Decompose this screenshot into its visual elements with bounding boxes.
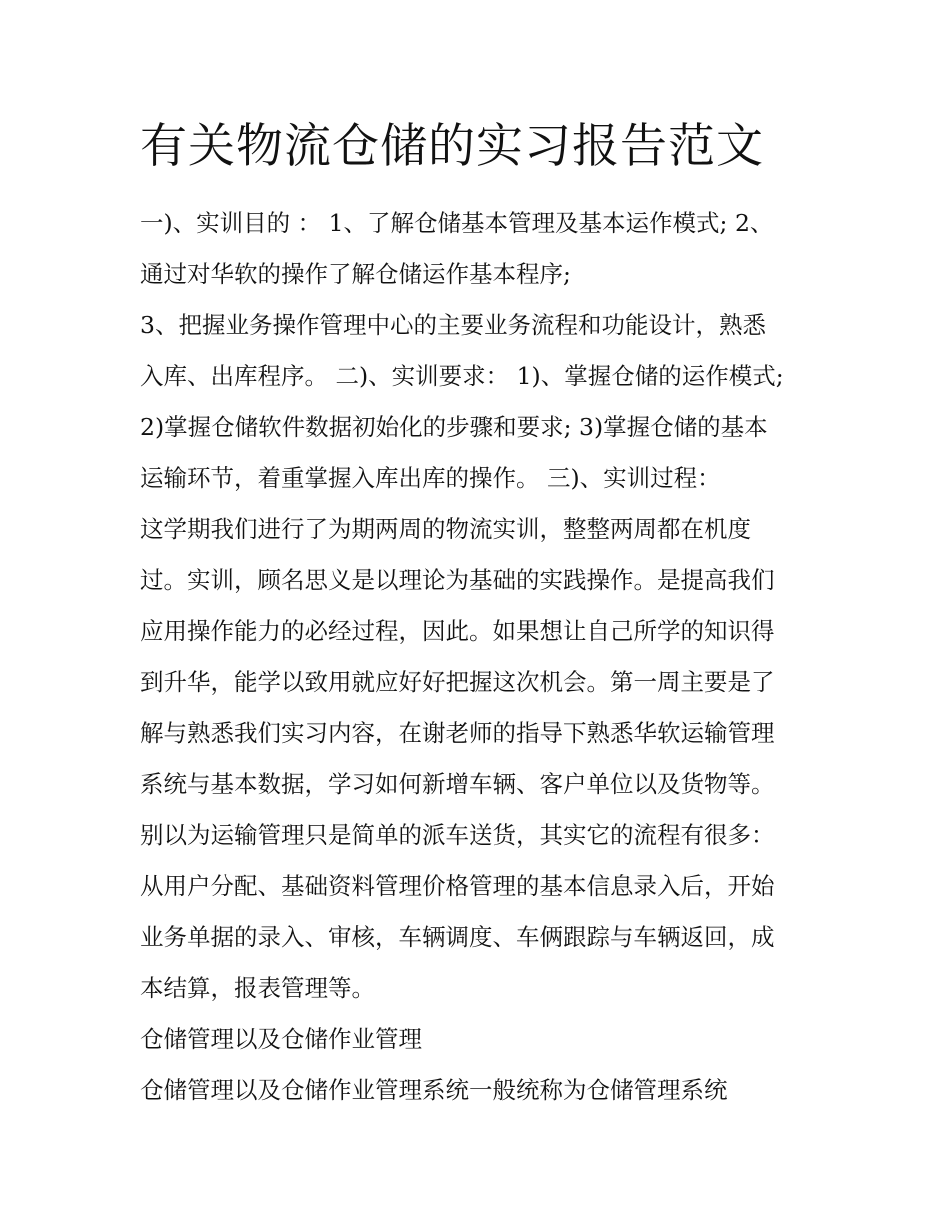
body-line: 到升华，能学以致用就应好好把握这次机会。第一周主要是了 [140, 668, 775, 696]
body-line: 2)掌握仓储软件数据初始化的步骤和要求; 3)掌握仓储的基本 [140, 413, 768, 441]
body-line: 运输环节，着重掌握入库出库的操作。 三)、实训过程： [140, 464, 721, 492]
document-body [140, 198, 830, 1116]
body-line: 应用操作能力的必经过程，因此。如果想让自己所学的知识得 [140, 617, 775, 645]
body-line: 解与熟悉我们实习内容，在谢老师的指导下熟悉华软运输管理 [140, 719, 775, 747]
body-line: 一)、实训目的 ： 1、了解仓储基本管理及基本运作模式; 2、 [140, 209, 774, 237]
document-title: 有关物流仓储的实习报告范文 [140, 119, 764, 174]
body-line: 别以为运输管理只是简单的派车送货，其实它的流程有很多： [140, 821, 775, 849]
body-line: 本结算，报表管理等。 [140, 974, 375, 1002]
body-line: 过。实训，顾名思义是以理论为基础的实践操作。是提高我们 [140, 566, 775, 594]
body-line: 从用户分配、基础资料管理价格管理的基本信息录入后，开始 [140, 872, 775, 900]
body-line: 这学期我们进行了为期两周的物流实训，整整两周都在机度 [140, 515, 751, 543]
body-line: 业务单据的录入、审核，车辆调度、车俩跟踪与车辆返回，成 [140, 923, 775, 951]
body-line: 仓储管理以及仓储作业管理系统一般统称为仓储管理系统 [140, 1076, 728, 1104]
body-line: 系统与基本数据，学习如何新增车辆、客户单位以及货物等。 [140, 770, 775, 798]
section-heading: 仓储管理以及仓储作业管理 [140, 1025, 422, 1053]
body-line: 入库、出库程序。 二)、实训要求： 1)、掌握仓储的运作模式; [140, 362, 784, 390]
body-line: 3、把握业务操作管理中心的主要业务流程和功能设计，熟悉 [140, 311, 766, 339]
body-line: 通过对华软的操作了解仓储运作基本程序; [140, 260, 571, 288]
